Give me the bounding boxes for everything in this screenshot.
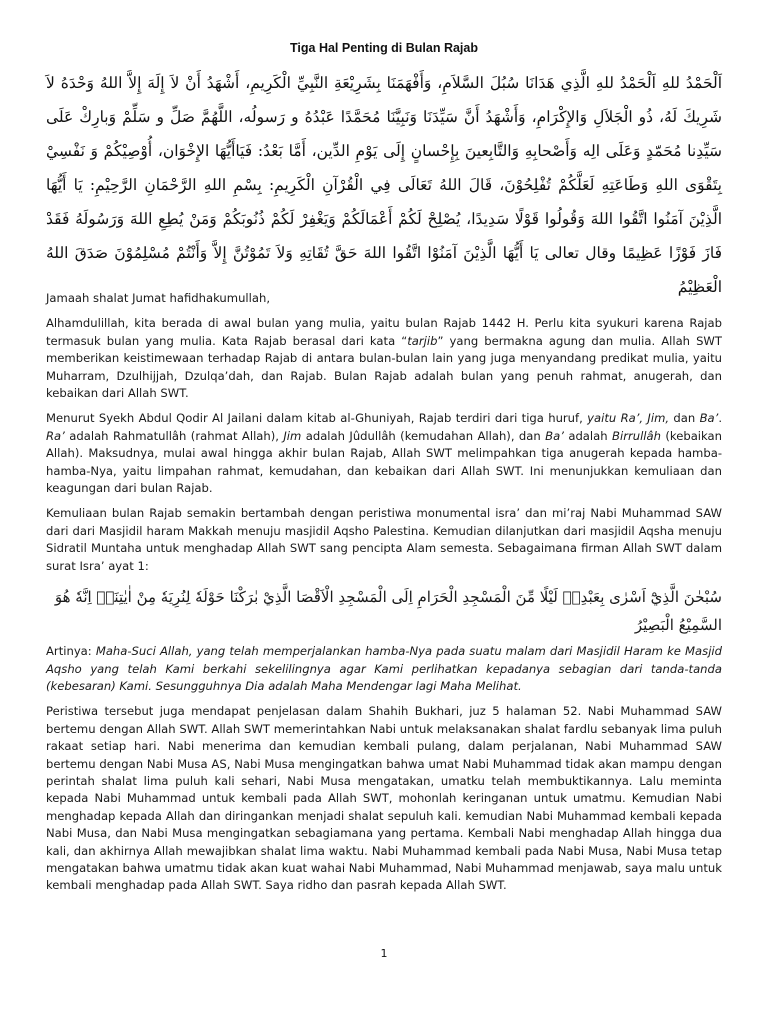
paragraph-bukhari-account: Peristiwa tersebut juga mendapat penjelasan dalam Shahih Bukhari, juz 5 halaman 52. Nabi Muhammad SAW bertemu dengan Allah SWT. Allah SWT memerintahkan Nabi untuk melaksanakan shalat fardlu sebanyak lima puluh rakaat setiap hari. Nabi menerima dan kemudian kembali pulang, dalam perjalanan, Nabi Muhammad SAW bertemu dengan Nabi Musa AS, Nabi Musa mengingatkan bahwa umat Nabi Muhammad tidak akan mampu dengan perintah shalat lima puluh kali sehari, Nabi Musa mengatakan, umatku telah membuktikannya. Lalu meminta kepada Nabi Muhammad untuk kembali pada Allah SWT, mohonlah keringanan untuk umatmu. Kemudian Nabi menghadap kepada Allah dan diringankan menjadi shalat sepuluh kali. kemudian Nabi Muhammad kembali kepada Nabi Musa, dan Nabi Musa mengingatkan sebagiamana yang pertama. Kembali Nabi menghadap Allah hingga dua kali, dan akhirnya Allah mewajibkan shalat lima waktu. Nabi Muhammad kembali pada Nabi Musa, Nabi Musa tetap mengatakan bahwa umatmu tidak akan kuat wahai Nabi Muhammad, Nabi Muhammad menjawab, saya malu untuk kembali menghadap pada Allah SWT. Saya ridho dan pasrah kepada Allah SWT. bbox=[46, 704, 722, 893]
italic-letter-jim: Jim bbox=[283, 428, 302, 443]
text-run: . bbox=[718, 411, 722, 426]
text-run: (kebaikan Allah). Maksudnya, mulai awal hingga akhir bulan Rajab, Allah SWT melimpahkan tiga anugerah kepada hamba-hamba-Nya, yaitu limpahan rahmat, kemudahan, dan kebaikan dari Allah SWT. Ini menunjukkan kemuliaan dan keagungan dari bulan Rajab. bbox=[46, 428, 722, 496]
paragraph-isra-miraj: Kemuliaan bulan Rajab semakin bertambah dengan peristiwa monumental isra’ dan mi’raj Nabi Muhammad SAW dari dari Masjidil haram Makkah menuju masjidil Aqsho Palestina. Kemudian dilanjutkan dari masjidil Aqsha menuju Sidratil Muntaha untuk menghadap Allah SWT sang pencipta Alam semesta. Sebagaimana firman Allah SWT dalam surat Isra’ ayat 1: bbox=[46, 506, 722, 573]
greeting-line: Jamaah shalat Jumat hafidhakumullah, bbox=[46, 291, 271, 305]
page-number: 1 bbox=[380, 947, 388, 960]
italic-term-birrullah: Birrullâh bbox=[612, 428, 661, 443]
italic-term-tarjib: tarjib bbox=[407, 333, 438, 348]
translation-label: Artinya: bbox=[46, 644, 96, 659]
text-run: adalah Rahmatullâh (rahmat Allah), bbox=[64, 428, 284, 443]
italic-letters: yaitu Ra’, Jim, bbox=[587, 411, 670, 426]
paragraph-rajab-letters bbox=[46, 410, 722, 497]
text-run: Menurut Syekh Abdul Qodir Al Jailani dalam kitab al-Ghuniyah, Rajab terdiri dari tiga huruf, bbox=[46, 411, 588, 426]
page-title: Tiga Hal Penting di Bulan Rajab bbox=[290, 41, 478, 55]
paragraph-translation bbox=[46, 643, 722, 695]
italic-letter-ba: Ba’ bbox=[545, 428, 564, 443]
text-run: ” yang bermakna agung dan mulia. Allah SWT memberikan keistimewaan terhadap Rajab di antara bulan-bulan lain yang juga menyandang predikat mulia, yaitu Muharram, Dzulhijjah, Dzulqa’dah, dan Rajab. Bulan Rajab adalah bulan yang penuh rahmat, anugerah, dan kebaikan dari Allah SWT. bbox=[46, 333, 722, 401]
text-run: Alhamdulillah, kita berada di awal bulan yang mulia, yaitu bulan Rajab 1442 H. Perlu kita syukuri karena Rajab termasuk bulan yang mulia. Kata Rajab berasal dari kata “ bbox=[46, 316, 722, 348]
italic-letter-ra: Ra’ bbox=[46, 428, 65, 443]
paragraph-rajab-intro bbox=[46, 315, 722, 402]
quran-verse-isra-1: سُبْحٰنَ الَّذِيْٓ اَسْرٰى بِعَبْدِهٖ لَيْلًا مِّنَ الْمَسْجِدِ الْحَرَامِ اِلَى الْمَسْجِدِ الْاَقْصَا الَّذِيْ بٰرَكْنَا حَوْلَهٗ لِنُرِيَهٗ مِنْ اٰيٰتِنَاۗ اِنَّهٗ هُوَ السَّمِيْعُ الْبَصِيْرُ bbox=[54, 588, 722, 635]
text-run: adalah bbox=[563, 428, 613, 443]
text-run: adalah Jûdullâh (kemudahan Allah), dan bbox=[301, 428, 546, 443]
translation-text: Maha-Suci Allah, yang telah memperjalankan hamba-Nya pada suatu malam dari Masjidil Haram ke Masjid Aqsho yang telah Kami berkahi sekelilingnya agar Kami perlihatkan kepadanya sebagian dari tanda-tanda (kebesaran) Kami. Sesungguhnya Dia adalah Maha Mendengar lagi Maha Melihat. bbox=[46, 644, 722, 693]
italic-letter-ba: Ba’ bbox=[699, 411, 719, 426]
text-run: dan bbox=[669, 411, 700, 426]
arabic-opening-prayer: اَلْحَمْدُ للهِ اَلْحَمْدُ للهِ الَّذِي هَدَانَا سُبُلَ السَّلاَمِ، وَأَفْهَمَنَا بِشَرِيْعَةِ النَّبِيِّ الْكَرِيمِ، أَشْهَدُ أَنْ لاَ إِلَهَ إِلاَّ اللهُ وَحْدَهُ لاَ شَرِيكَ لَهُ، ذُو الْجَلاَلِ وَالإِكْرَامِ، وَأَشْهَدُ أَنَّ سَيِّدَنَا وَنَبِيَّنَا مُحَمَّدًا عَبْدُهُ و رَسولُه، اللَّهُمَّ صَلِّ و سَلِّمْ وَبارِكْ عَلَى سَيِّدِنا مُحَمّدٍ وَعَلَى الِه وَأَصْحابِهِ وَالتَّابِعينَ بِإِحْسانٍ إِلَى يَوْمِ الدِّين، أَمَّا بَعْدُ: فَيَاأَيُّهَا الإِخْوَان، أُوْصِيْكُمْ وَ نَفْسِيْ بِتَقْوَى اللهِ وَطَاعَتِهِ لَعَلَّكُمْ تُفْلِحُوْنَ، قَالَ اللهُ تَعَالَى فِي الْقُرْآنِ الْكَرِيمِ: بِسْمِ اللهِ الرَّحْمَانِ الرَّحِيْمِ: يَا أَيُّهَا الَّذِيْنَ آمَنُوا اتَّقُوا اللهَ وَقُولُوا قَوْلًا سَدِيدًا، يُصْلِحْ لَكُمْ أَعْمَالَكُمْ وَيَغْفِرْ لَكُمْ ذُنُوبَكُمْ وَمَنْ يُطِعِ اللهَ وَرَسُولَهُ فَقَدْ فَازَ فَوْزًا عَظِيمًا وقال تعالى يَا أَيُّهَا الَّذِيْنَ آمَنُوْا اتَّقُوا اللهَ حَقَّ تُقَاتِهِ وَلاَ تَمُوْتُنَّ إِلاَّ وَأَنْتُمْ مُسْلِمُوْنَ صَدَقَ اللهُ الْعَظِيْمُ bbox=[46, 74, 722, 296]
document-body bbox=[46, 290, 722, 903]
